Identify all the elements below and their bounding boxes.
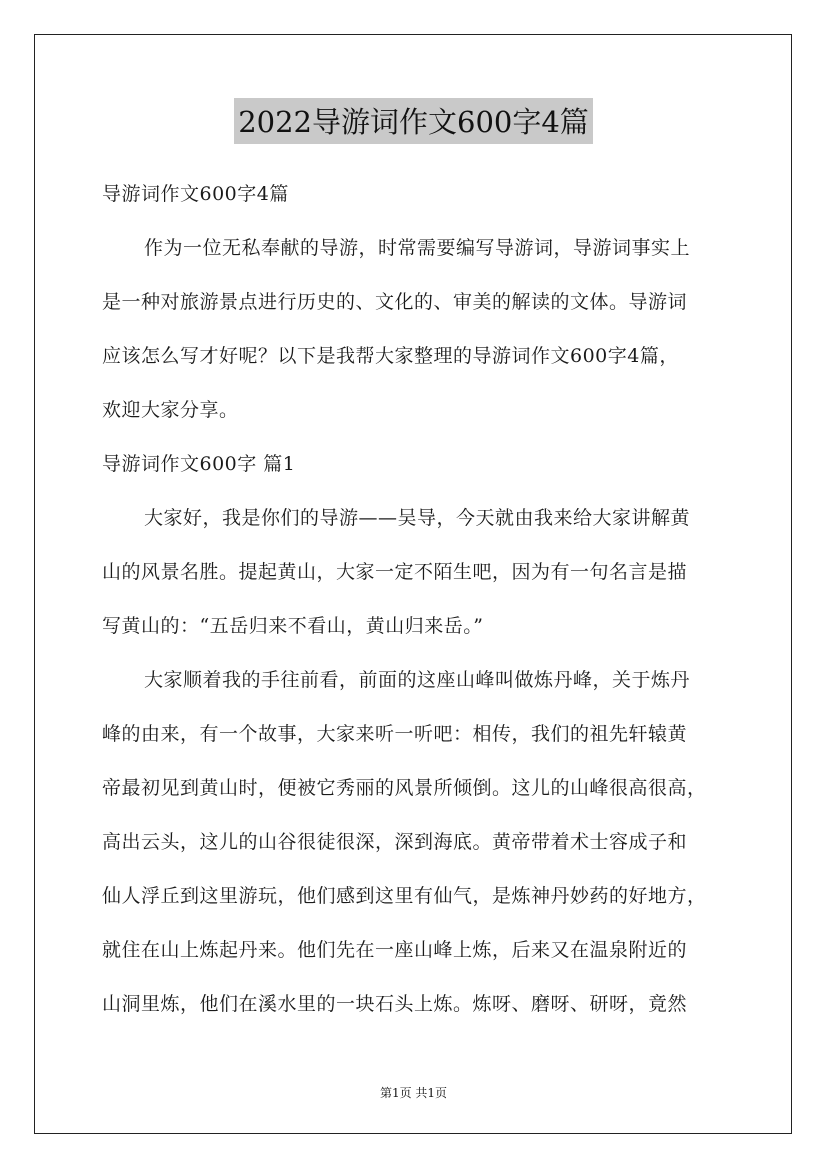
paragraph-line: 是一种对旅游景点进行历史的、文化的、审美的解读的文体。导游词 [102, 291, 688, 313]
paragraph-line: 峰的由来，有一个故事，大家来听一听吧：相传，我们的祖先轩辕黄 [102, 723, 688, 745]
document-title: 2022导游词作文600字4篇 [234, 98, 593, 144]
paragraph-line: 山洞里炼，他们在溪水里的一块石头上炼。炼呀、磨呀、研呀，竟然 [102, 993, 688, 1015]
paragraph-line: 应该怎么写才好呢？以下是我帮大家整理的导游词作文600字4篇， [102, 345, 679, 367]
paragraph-line: 帝最初见到黄山时，便被它秀丽的风景所倾倒。这儿的山峰很高很高， [102, 777, 707, 799]
paragraph-line: 大家好，我是你们的导游——吴导，今天就由我来给大家讲解黄 [144, 507, 691, 529]
section-heading: 导游词作文600字 篇1 [102, 453, 296, 475]
paragraph-line: 作为一位无私奉献的导游，时常需要编写导游词，导游词事实上 [144, 237, 691, 259]
subtitle-line: 导游词作文600字4篇 [102, 183, 289, 205]
paragraph-line: 就住在山上炼起丹来。他们先在一座山峰上炼，后来又在温泉附近的 [102, 939, 688, 961]
paragraph-line: 高出云头，这儿的山谷很徒很深，深到海底。黄帝带着术士容成子和 [102, 831, 688, 853]
paragraph-line: 写黄山的：“五岳归来不看山，黄山归来岳。” [102, 615, 484, 637]
paragraph-line: 欢迎大家分享。 [102, 399, 239, 421]
paragraph-line: 大家顺着我的手往前看，前面的这座山峰叫做炼丹峰，关于炼丹 [144, 669, 691, 691]
paragraph-line: 仙人浮丘到这里游玩，他们感到这里有仙气，是炼神丹妙药的好地方， [102, 885, 707, 907]
paragraph-line: 山的风景名胜。提起黄山，大家一定不陌生吧，因为有一句名言是描 [102, 561, 688, 583]
title-container [0, 98, 827, 144]
page-footer: 第1页 共1页 [379, 1086, 448, 1100]
